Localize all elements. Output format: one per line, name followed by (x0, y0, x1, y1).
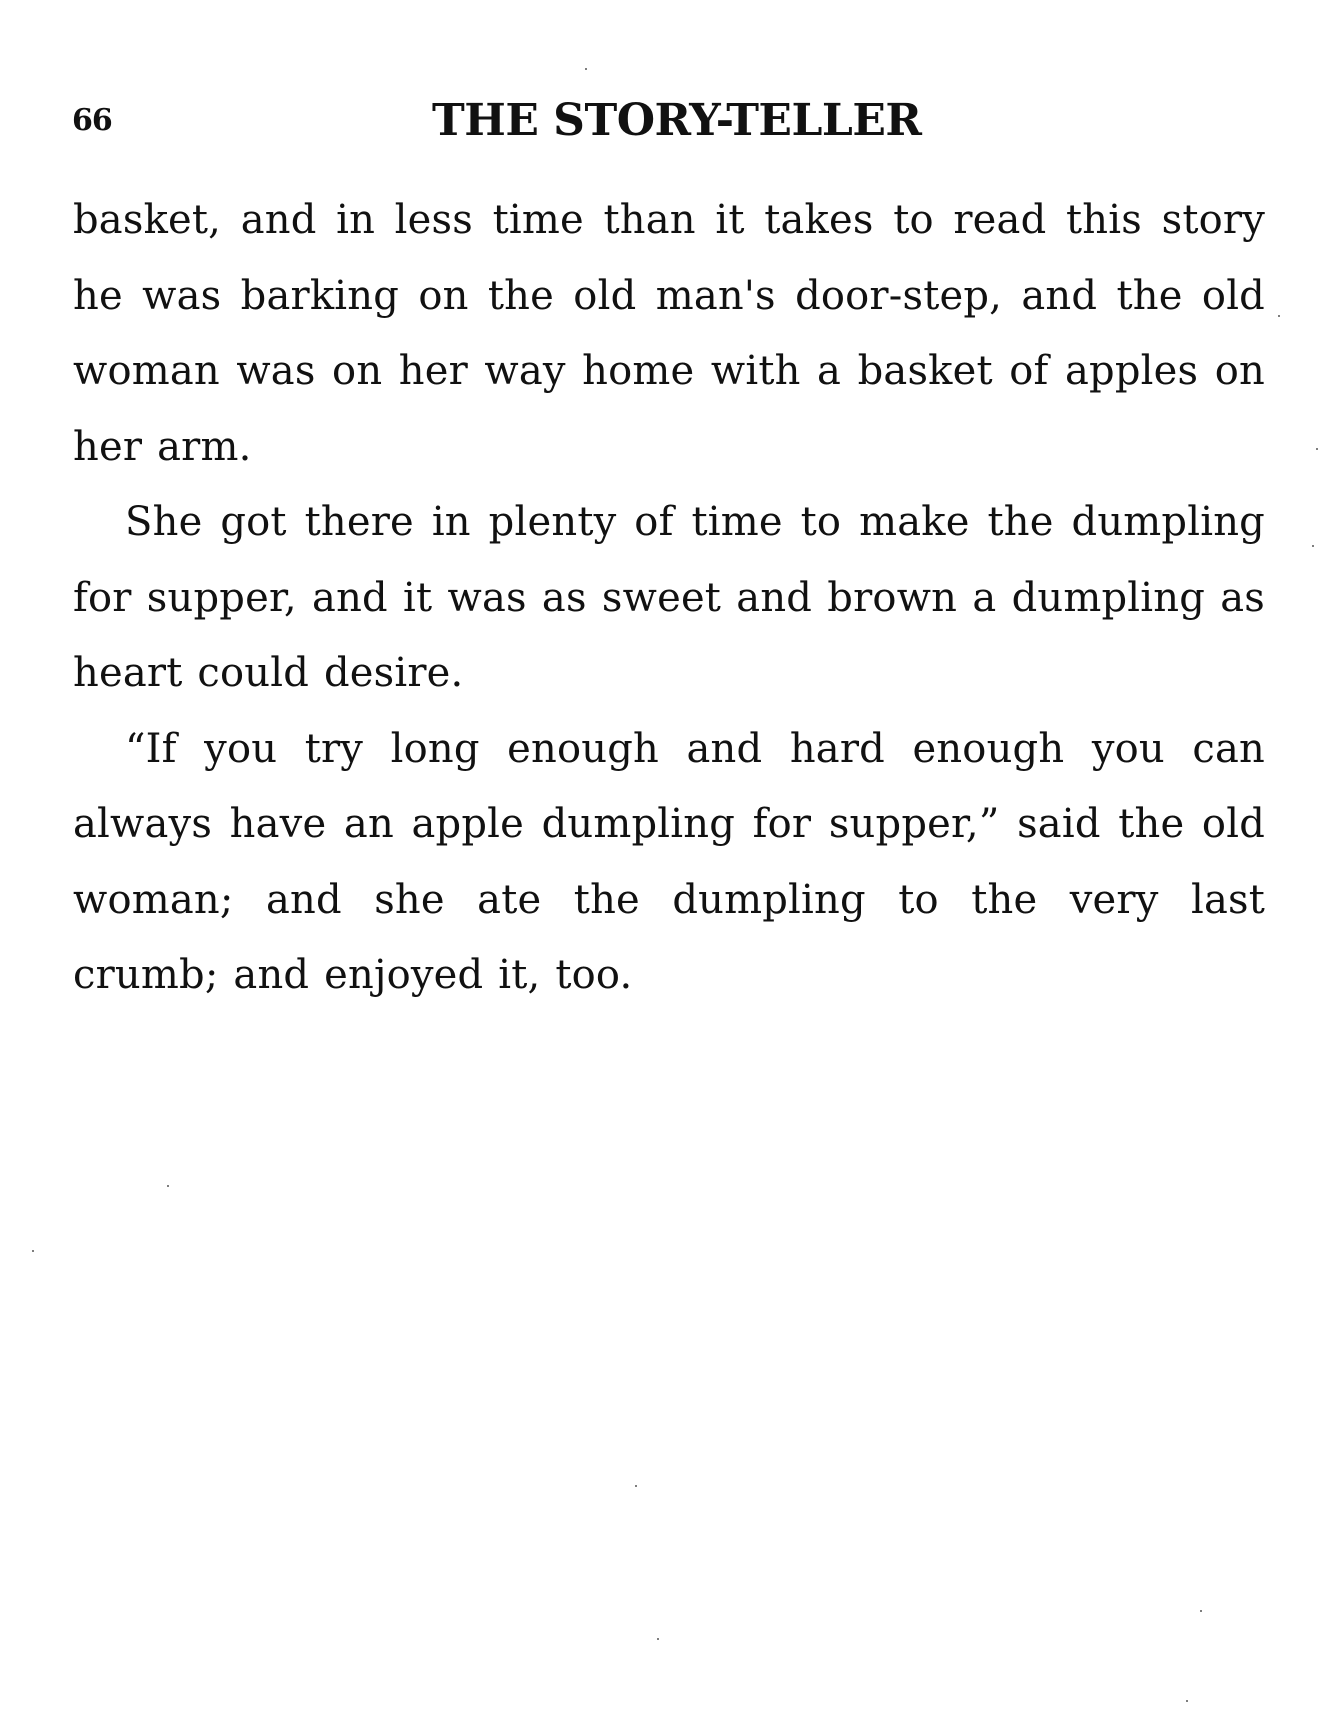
scan-speck (167, 1185, 169, 1187)
scan-speck (1278, 315, 1280, 317)
body-text (73, 183, 1265, 1014)
scan-speck (1316, 448, 1318, 450)
paragraph-continuation: basket, and in less time than it takes to read this story he was barking on the old man's door-step, and the old woman was on her way home with a basket of apples on her arm. (73, 197, 1265, 470)
running-title: THE STORY-TELLER (432, 95, 922, 146)
scan-speck (585, 68, 587, 70)
scan-speck (635, 1485, 637, 1487)
page-header (72, 95, 1272, 155)
scan-speck (1186, 1700, 1188, 1702)
scan-speck (1312, 545, 1314, 547)
scan-speck (657, 1638, 659, 1640)
scan-speck (32, 1250, 34, 1252)
scan-speck (1200, 1610, 1202, 1612)
paragraph-moral: “If you try long enough and hard enough you can always have an apple dumpling for supper,” said the old woman; and she ate the dumpling to the very last crumb; and enjoyed it, too. (73, 725, 1265, 998)
paragraph-dumpling: She got there in plenty of time to make the dumpling for supper, and it was as sweet and brown a dumpling as heart could desire. (73, 499, 1265, 696)
page-number: 66 (72, 103, 112, 138)
